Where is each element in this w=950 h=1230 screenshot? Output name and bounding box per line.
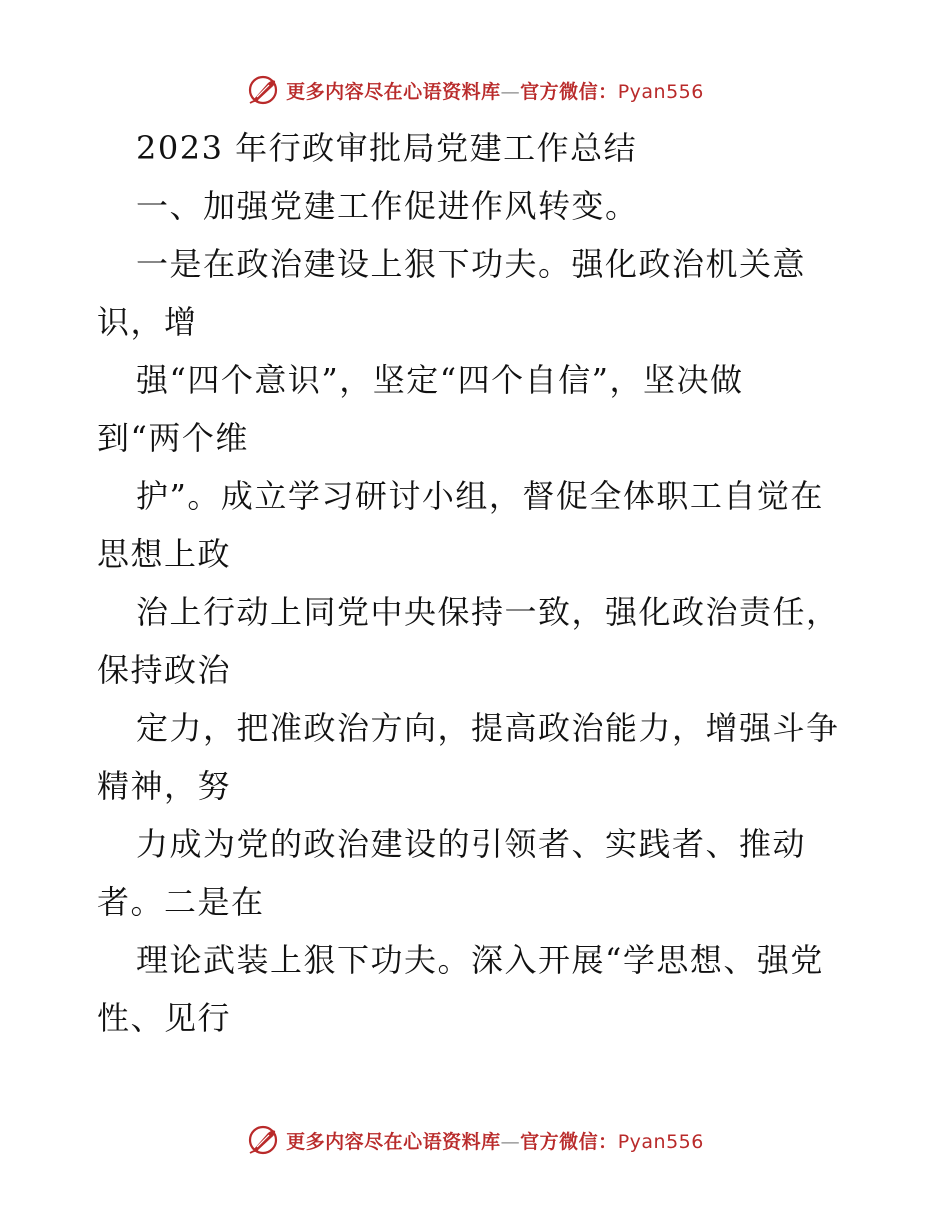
body-line: 定力，把准政治方向，提高政治能力，增强斗争 (136, 709, 840, 747)
banner-dash: — (500, 80, 521, 103)
body-line: 思想上政 (97, 535, 232, 573)
body-line: 精神，努 (97, 767, 232, 805)
banner-main-text: 更多内容尽在心语资料库 (286, 80, 501, 103)
banner-content (246, 73, 704, 107)
body-line: 识，增 (97, 303, 198, 341)
body-line: 护”。成立学习研讨小组，督促全体职工自觉在 (136, 477, 824, 515)
banner-label: 官方微信： (520, 1130, 618, 1153)
body-line: 者。二是在 (97, 883, 265, 921)
body-line: 一、加强党建工作促进作风转变。 (136, 187, 639, 225)
body-line: 一是在政治建设上狠下功夫。强化政治机关意 (136, 245, 807, 283)
banner-wechat-id: Pyan556 (617, 80, 704, 103)
banner-main-text: 更多内容尽在心语资料库 (286, 1130, 501, 1153)
body-line: 理论武装上狠下功夫。深入开展“学思想、强党 (136, 941, 824, 979)
banner-text (286, 1127, 704, 1154)
body-line: 力成为党的政治建设的引领者、实践者、推动 (136, 825, 807, 863)
body-line: 治上行动上同党中央保持一致，强化政治责任， (136, 593, 840, 631)
banner-dash: — (500, 1130, 521, 1153)
header-banner (0, 70, 950, 110)
body-line: 性、见行 (97, 999, 232, 1037)
footer-banner (0, 1120, 950, 1160)
body-line: 强“四个意识”，坚定“四个自信”，坚决做 (136, 361, 744, 399)
quill-pen-circle-icon (246, 1123, 280, 1157)
quill-pen-circle-icon (246, 73, 280, 107)
body-line: 到“两个维 (97, 419, 249, 457)
banner-content (246, 1123, 704, 1157)
banner-text (286, 77, 704, 104)
banner-label: 官方微信： (520, 80, 618, 103)
body-line: 保持政治 (97, 651, 232, 689)
banner-wechat-id: Pyan556 (617, 1130, 704, 1153)
document-title: 2023 年行政审批局党建工作总结 (136, 129, 638, 167)
